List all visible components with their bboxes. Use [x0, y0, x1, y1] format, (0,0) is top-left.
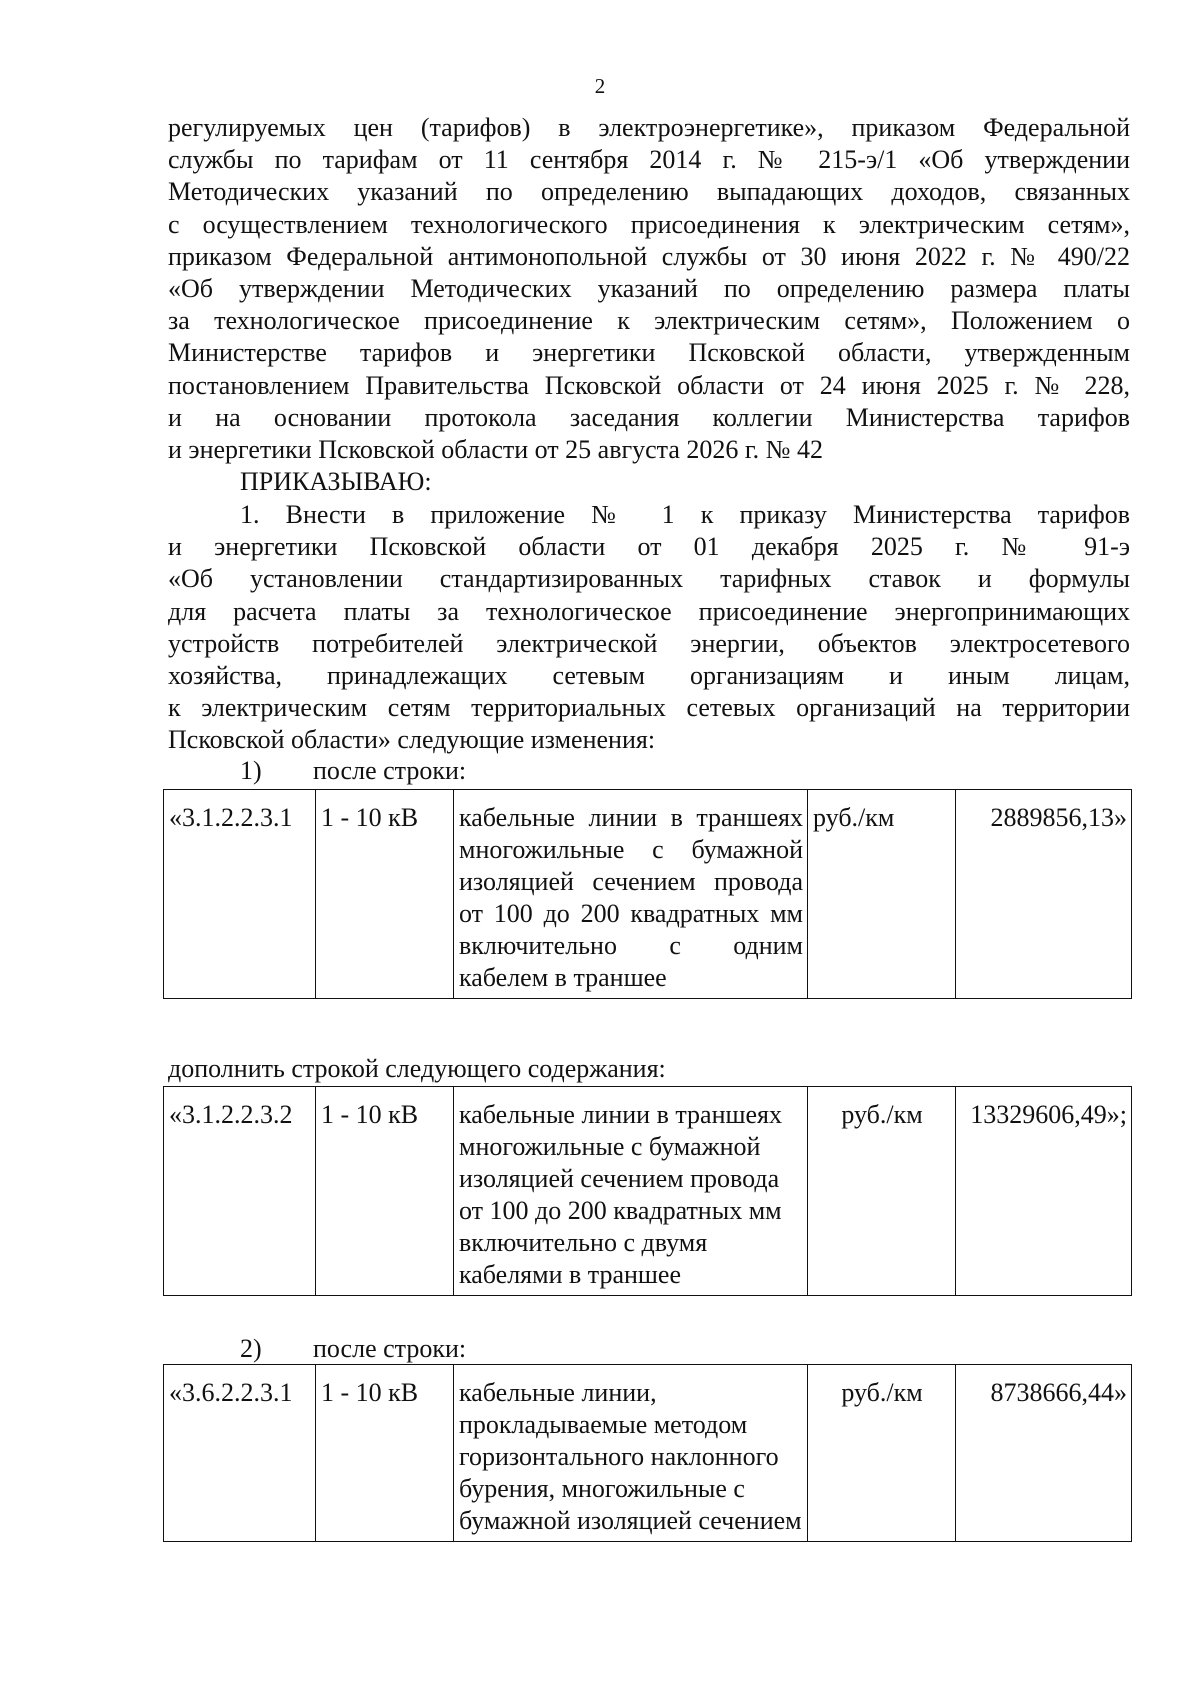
tariff-value: 2889856,13»: [956, 790, 1132, 999]
voltage-level: 1 - 10 кВ: [316, 790, 454, 999]
sub-item-1-text: после строки:: [313, 756, 467, 785]
preamble-line: приказом Федеральной антимонопольной службы от 30 июня 2022 г. № 490/22: [168, 241, 1130, 271]
tariff-value: 13329606,49»;: [956, 1087, 1132, 1296]
sub-item-2-text: после строки:: [313, 1334, 467, 1363]
preamble-line: регулируемых цен (тарифов) в электроэнергетике», приказом Федеральной: [168, 113, 1130, 142]
supplement-text: дополнить строкой следующего содержания:: [168, 1054, 666, 1083]
preamble-line: и на основании протокола заседания коллегии Министерства тарифов: [168, 402, 1130, 432]
unit-of-measure: руб./км: [808, 790, 956, 999]
tariff-code: «3.6.2.2.3.1: [164, 1365, 316, 1542]
table-row: [164, 1365, 1132, 1542]
tariff-code: «3.1.2.2.3.1: [164, 790, 316, 999]
tariff-table-2: [163, 1086, 1132, 1296]
tariff-value: 8738666,44»: [956, 1365, 1132, 1542]
sub-item-2-number: 2): [240, 1334, 262, 1363]
item-1-line: и энергетики Псковской области от 01 декабря 2025 г. № 91-э: [168, 532, 1130, 562]
tariff-table-3: [163, 1364, 1132, 1542]
item-1-line: к электрическим сетям территориальных сетевых организаций на территории: [168, 693, 1130, 723]
item-1-line: «Об установлении стандартизированных тарифных ставок и формулы: [168, 564, 1130, 594]
line-description: кабельные линии, прокладываемые методом горизонтального наклонного бурения, многожильные с бумажной изоляцией сечением: [454, 1365, 808, 1542]
tariff-table-1: [163, 789, 1132, 999]
voltage-level: 1 - 10 кВ: [316, 1365, 454, 1542]
preamble-line: постановлением Правительства Псковской области от 24 июня 2025 г. № 228,: [168, 370, 1130, 400]
item-1-line: Псковской области» следующие изменения:: [168, 725, 656, 755]
line-description: кабельные линии в траншеях многожильные с бумажной изоляцией сечением провода от 100 до 200 квадратных мм включительно с одним кабелем в траншее: [454, 790, 808, 999]
preamble-line: с осуществлением технологического присоединения к электрическим сетям»,: [168, 209, 1130, 239]
item-1-line: хозяйства, принадлежащих сетевым организациям и иным лицам,: [168, 661, 1130, 691]
table-row: [164, 1087, 1132, 1296]
item-1-paragraph: [168, 499, 1130, 757]
item-1-line: устройств потребителей электрической энергии, объектов электросетевого: [168, 628, 1130, 658]
order-word: ПРИКАЗЫВАЮ:: [240, 467, 432, 497]
preamble-line: за технологическое присоединение к электрическим сетям», Положением о: [168, 306, 1130, 336]
preamble-paragraph: [168, 112, 1130, 498]
voltage-level: 1 - 10 кВ: [316, 1087, 454, 1296]
preamble-line: «Об утверждении Методических указаний по определению размера платы: [168, 274, 1130, 304]
preamble-line: службы по тарифам от 11 сентября 2014 г. № 215-э/1 «Об утверждении: [168, 145, 1130, 175]
table-row: [164, 790, 1132, 999]
line-description: кабельные линии в траншеях многожильные с бумажной изоляцией сечением провода от 100 до 200 квадратных мм включительно с двумя кабелями в траншее: [454, 1087, 808, 1296]
item-1-line: 1. Внести в приложение № 1 к приказу Министерства тарифов: [240, 500, 1130, 529]
preamble-line: и энергетики Псковской области от 25 августа 2026 г. № 42: [168, 435, 823, 465]
page-number: 2: [594, 74, 606, 98]
unit-of-measure: руб./км: [808, 1087, 956, 1296]
sub-item-1-number: 1): [240, 756, 262, 785]
preamble-line: Министерстве тарифов и энергетики Псковской области, утвержденным: [168, 338, 1130, 368]
unit-of-measure: руб./км: [808, 1365, 956, 1542]
preamble-line: Методических указаний по определению выпадающих доходов, связанных: [168, 177, 1130, 207]
tariff-code: «3.1.2.2.3.2: [164, 1087, 316, 1296]
item-1-line: для расчета платы за технологическое присоединение энергопринимающих: [168, 596, 1130, 626]
